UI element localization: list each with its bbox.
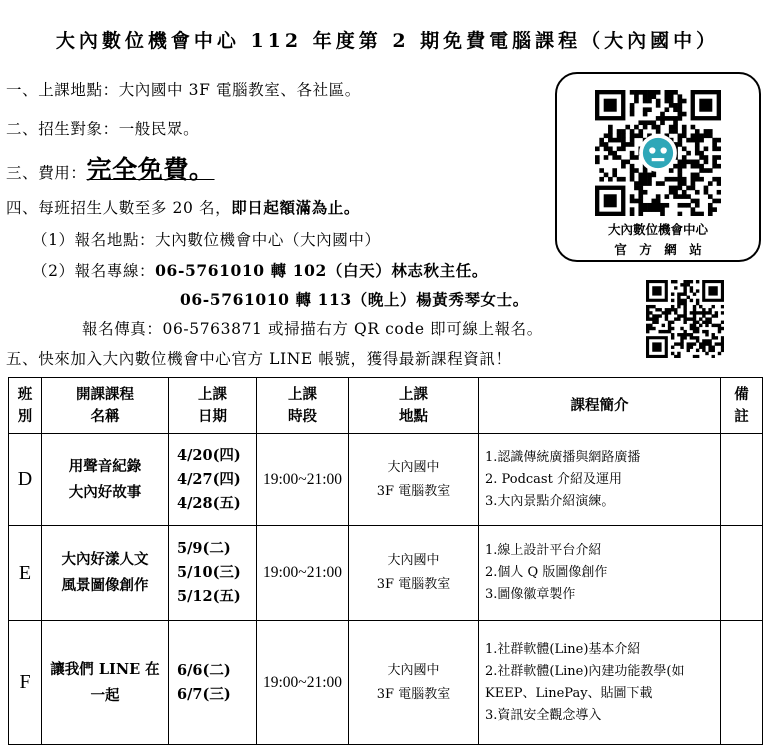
cell-line: 大內國中 bbox=[387, 459, 440, 475]
cell-place bbox=[349, 621, 479, 745]
header-class bbox=[9, 378, 42, 434]
header-date bbox=[169, 378, 257, 434]
reg-phone-day: 06-5761010 轉 102（白天）林志秋主任。 bbox=[155, 261, 488, 280]
cell-place bbox=[349, 526, 479, 621]
signup-qr-code-icon[interactable] bbox=[646, 280, 724, 358]
cell-line: 大內國中 bbox=[387, 662, 440, 678]
qr-caption-line2: 官 方 網 站 bbox=[614, 242, 702, 257]
info-fee bbox=[6, 150, 215, 186]
header-course-name bbox=[42, 378, 169, 434]
cell-time: 19:00~21:00 bbox=[257, 526, 349, 621]
cell-note bbox=[721, 621, 763, 745]
cell-line: 讓我們 LINE 在 bbox=[50, 660, 160, 678]
cell-dates bbox=[169, 434, 257, 526]
header-text: 上課 地點 bbox=[399, 385, 428, 425]
header-description: 課程簡介 bbox=[479, 378, 721, 434]
quota-deadline: 即日起額滿為止。 bbox=[231, 198, 360, 217]
cell-line: 5/10(三) bbox=[177, 564, 241, 581]
cell-line: 大內好故事 bbox=[68, 483, 142, 501]
cell-line: 6/6(二) bbox=[177, 661, 231, 679]
cell-line: 大內國中 bbox=[387, 553, 440, 568]
table-row bbox=[9, 621, 763, 745]
info-quota bbox=[6, 196, 360, 218]
cell-line: 一起 bbox=[90, 686, 120, 704]
cell-line: 4/28(五) bbox=[177, 494, 241, 512]
cell-time: 19:00~21:00 bbox=[257, 434, 349, 526]
cell-class: F bbox=[9, 621, 42, 745]
qr-code-icon[interactable] bbox=[595, 90, 721, 216]
cell-course-name bbox=[42, 526, 169, 621]
cell-line: 6/7(三) bbox=[177, 685, 231, 703]
cell-line: 5/12(五) bbox=[177, 588, 241, 605]
cell-line: 3.資訊安全觀念導入 bbox=[485, 707, 602, 723]
cell-line: 2. Podcast 介紹及運用 bbox=[485, 471, 622, 487]
line-join: 五、快來加入大內數位機會中心官方 LINE 帳號，獲得最新課程資訊！ bbox=[6, 350, 512, 368]
page-title: 大內數位機會中心 112 年度第 2 期免費電腦課程（大內國中） bbox=[55, 30, 720, 52]
header-time bbox=[257, 378, 349, 434]
cell-note bbox=[721, 526, 763, 621]
cell-line: 風景圖像創作 bbox=[61, 577, 149, 594]
table-row bbox=[9, 526, 763, 621]
course-table bbox=[8, 377, 763, 745]
header-text: 上課 時段 bbox=[288, 385, 317, 425]
cell-line: 大內好漾人文 bbox=[61, 551, 149, 568]
cell-course-name bbox=[42, 621, 169, 745]
cell-description bbox=[479, 434, 721, 526]
cell-class: D bbox=[9, 434, 42, 526]
cell-place bbox=[349, 434, 479, 526]
cell-note bbox=[721, 434, 763, 526]
table-header-row bbox=[9, 378, 763, 434]
cell-dates bbox=[169, 526, 257, 621]
reg-phone-label: （2）報名專線： bbox=[32, 262, 156, 280]
cell-line: 1.線上設計平台介紹 bbox=[485, 543, 602, 558]
cell-line: 3.大內景點介紹演練。 bbox=[485, 493, 615, 509]
header-text: 開課課程 名稱 bbox=[76, 385, 134, 425]
cell-dates bbox=[169, 621, 257, 745]
cell-line: 3F 電腦教室 bbox=[376, 577, 451, 592]
cell-line: 3.圖像徽章製作 bbox=[485, 587, 576, 602]
cell-line: 1.社群軟體(Line)基本介紹 bbox=[485, 641, 641, 657]
quota-text: 四、每班招生人數至多 20 名， bbox=[6, 199, 232, 217]
cell-line: 3F 電腦教室 bbox=[376, 686, 451, 702]
cell-line: 4/20(四) bbox=[177, 446, 241, 464]
qr-caption-line1: 大內數位機會中心 bbox=[607, 222, 708, 237]
header-note bbox=[721, 378, 763, 434]
cell-line: 4/27(四) bbox=[177, 470, 241, 488]
reg-place: （1）報名地點：大內數位機會中心（大內國中） bbox=[32, 231, 381, 249]
cell-line: 2.社群軟體(Line)內建功能教學(如 KEEP、LinePay、貼圖下載 bbox=[485, 663, 685, 701]
reg-phone bbox=[32, 259, 488, 281]
cell-course-name bbox=[42, 434, 169, 526]
info-target: 二、招生對象：一般民眾。 bbox=[6, 120, 200, 138]
cell-description bbox=[479, 526, 721, 621]
cell-line: 5/9(二) bbox=[177, 540, 231, 557]
cell-line: 2.個人 Q 版圖像創作 bbox=[485, 565, 608, 580]
cell-line: 3F 電腦教室 bbox=[376, 483, 451, 499]
table-row bbox=[9, 434, 763, 526]
cell-class: E bbox=[9, 526, 42, 621]
header-text: 上課 日期 bbox=[198, 385, 227, 425]
cell-line: 1.認識傳統廣播與網路廣播 bbox=[485, 449, 641, 465]
header-text: 備 註 bbox=[734, 385, 749, 425]
fee-label: 三、費用： bbox=[6, 164, 87, 182]
cell-time: 19:00~21:00 bbox=[257, 621, 349, 745]
fee-value: 完全免費。 bbox=[86, 155, 215, 184]
official-site-qr-box[interactable] bbox=[555, 72, 761, 262]
cell-description bbox=[479, 621, 721, 745]
reg-phone-night: 06-5761010 轉 113（晚上）楊黃秀琴女士。 bbox=[180, 290, 529, 309]
header-place bbox=[349, 378, 479, 434]
cell-line: 用聲音紀錄 bbox=[68, 457, 142, 475]
info-location: 一、上課地點：大內國中 3F 電腦教室、各社區。 bbox=[6, 81, 361, 99]
header-text: 班 別 bbox=[17, 385, 33, 425]
reg-fax: 報名傳真：06-5763871 或掃描右方 QR code 即可線上報名。 bbox=[82, 320, 543, 338]
